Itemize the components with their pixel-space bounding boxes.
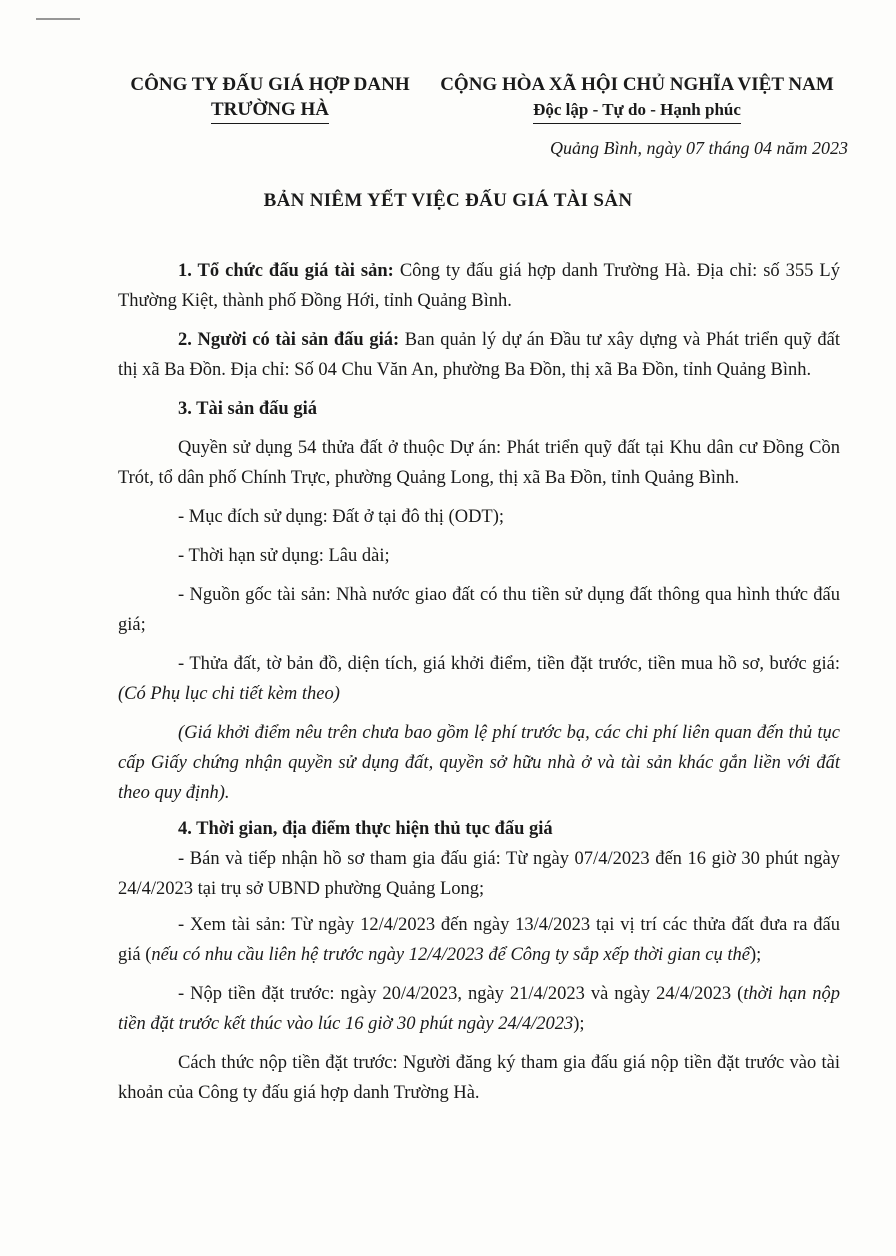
section-1-label: 1. Tổ chức đấu giá tài sản: xyxy=(178,261,394,281)
nation-name: CỘNG HÒA XÃ HỘI CHỦ NGHĨA VIỆT NAM xyxy=(440,74,834,95)
nation-motto: Độc lập - Tự do - Hạnh phúc xyxy=(533,97,741,124)
appendix-note: (Có Phụ lục chi tiết kèm theo) xyxy=(118,684,340,704)
national-header xyxy=(422,72,852,124)
section-3-purpose: - Mục đích sử dụng: Đất ở tại đô thị (ODT); xyxy=(178,507,505,527)
section-3-parcels: - Thửa đất, tờ bản đồ, diện tích, giá khởi điểm, tiền đặt trước, tiền mua hồ sơ, bước giá: (Có Phụ lục chi tiết kèm theo) xyxy=(118,654,840,704)
section-3-term: - Thời hạn sử dụng: Lâu dài; xyxy=(178,546,390,566)
section-3-intro: Quyền sử dụng 54 thửa đất ở thuộc Dự án: Phát triển quỹ đất tại Khu dân cư Đồng Cồn Trót, tổ dân phố Chính Trực, phường Quảng Long, thị xã Ba Đồn, tỉnh Quảng Bình. xyxy=(118,438,840,488)
deposit-note: thời hạn nộp tiền đặt trước kết thúc vào lúc 16 giờ 30 phút ngày 24/4/2023 xyxy=(118,984,841,1034)
section-4-heading: 4. Thời gian, địa điểm thực hiện thủ tục đấu giá xyxy=(178,819,553,839)
section-2 xyxy=(118,325,840,385)
view-note: nếu có nhu cầu liên hệ trước ngày 12/4/2023 để Công ty sắp xếp thời gian cụ thể xyxy=(151,945,750,965)
org-name-line1: CÔNG TY ĐẤU GIÁ HỢP DANH xyxy=(130,74,410,95)
document-date: Quảng Bình, ngày 07 tháng 04 năm 2023 xyxy=(550,138,848,158)
scan-artifact xyxy=(36,18,80,20)
section-4-view: - Xem tài sản: Từ ngày 12/4/2023 đến ngày 13/4/2023 tại vị trí các thửa đất đưa ra đấu giá (nếu có nhu cầu liên hệ trước ngày 12/4/2023 để Công ty sắp xếp thời gian cụ thể); xyxy=(118,915,840,965)
section-3-origin: - Nguồn gốc tài sản: Nhà nước giao đất có thu tiền sử dụng đất thông qua hình thức đấu giá; xyxy=(118,585,840,635)
document-title: BẢN NIÊM YẾT VIỆC ĐẤU GIÁ TÀI SẢN xyxy=(263,190,633,211)
section-2-text: Ban quản lý dự án Đầu tư xây dựng và Phát triển quỹ đất thị xã Ba Đồn. Địa chỉ: Số 04 Chu Văn An, phường Ba Đồn, thị xã Ba Đồn, tỉnh Quảng Bình. xyxy=(118,330,840,380)
section-4-method: Cách thức nộp tiền đặt trước: Người đăng ký tham gia đấu giá nộp tiền đặt trước vào tài khoản của Công ty đấu giá hợp danh Trường Hà. xyxy=(118,1053,840,1103)
section-3-price-note: (Giá khởi điểm nêu trên chưa bao gồm lệ phí trước bạ, các chi phí liên quan đến thủ tục cấp Giấy chứng nhận quyền sử dụng đất, quyền sở hữu nhà ở và tài sản khác gắn liền với đất theo quy định). xyxy=(118,723,840,803)
section-1 xyxy=(118,256,840,316)
section-1-text: Công ty đấu giá hợp danh Trường Hà. Địa chỉ: số 355 Lý Thường Kiệt, thành phố Đồng Hới, tỉnh Quảng Bình. xyxy=(118,261,840,311)
org-name-line2: TRƯỜNG HÀ xyxy=(211,97,329,124)
section-4-sale: - Bán và tiếp nhận hồ sơ tham gia đấu giá: Từ ngày 07/4/2023 đến 16 giờ 30 phút ngày 24/4/2023 tại trụ sở UBND phường Quảng Long; xyxy=(118,849,840,899)
section-4-deposit: - Nộp tiền đặt trước: ngày 20/4/2023, ngày 21/4/2023 và ngày 24/4/2023 (thời hạn nộp tiền đặt trước kết thúc vào lúc 16 giờ 30 phút ngày 24/4/2023); xyxy=(118,984,841,1034)
document-body xyxy=(118,256,840,1108)
section-2-label: 2. Người có tài sản đấu giá: xyxy=(178,330,400,350)
section-3-heading: 3. Tài sản đấu giá xyxy=(178,399,317,419)
organization-header xyxy=(120,72,420,124)
